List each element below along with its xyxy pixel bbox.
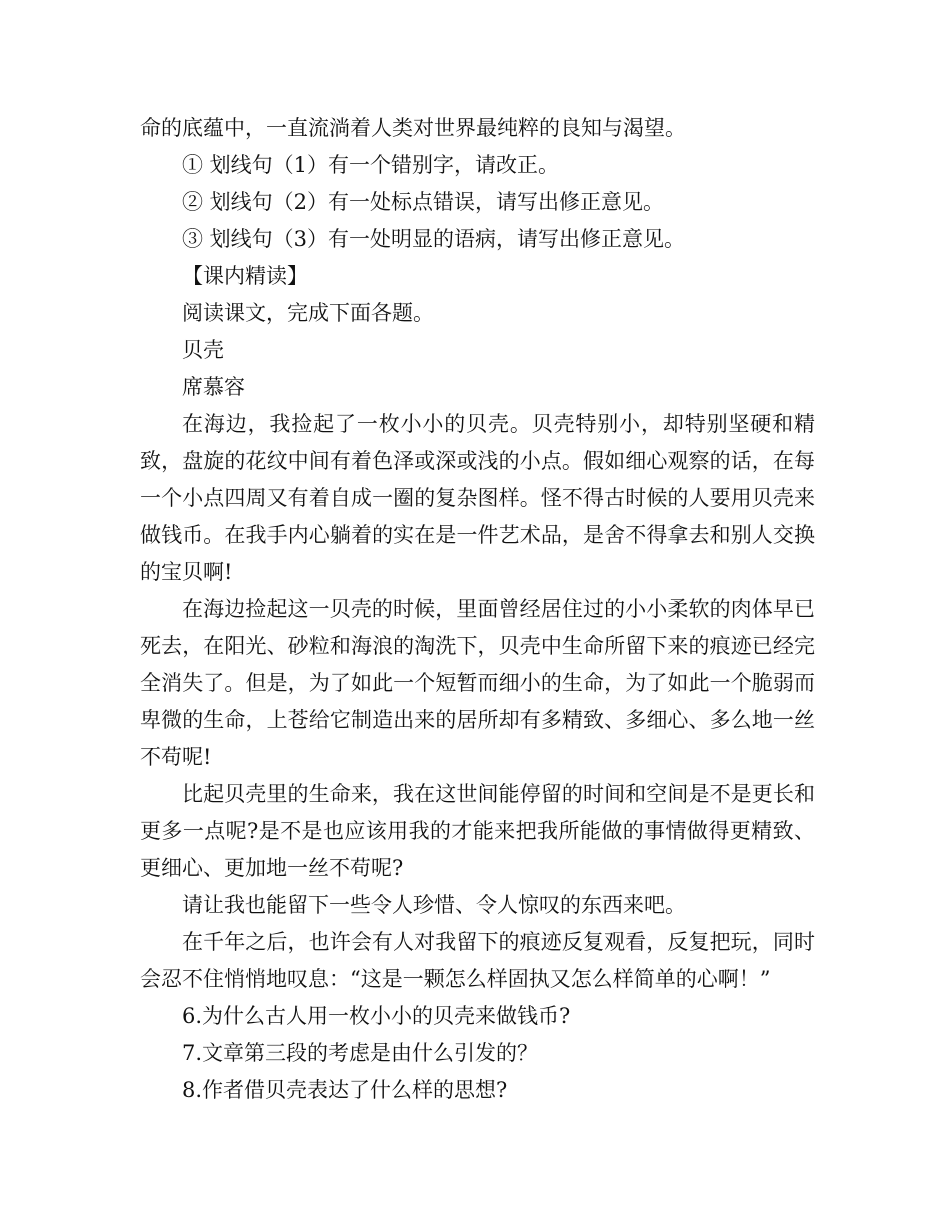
- sub-question-1: ① 划线句（1）有一个错别字，请改正。: [182, 153, 560, 177]
- continuation-line: 命的底蕴中，一直流淌着人类对世界最纯粹的良知与渴望。: [140, 116, 686, 140]
- sub-question-2: ② 划线句（2）有一处标点错误，请写出修正意见。: [182, 190, 665, 214]
- article-author: 席慕容: [182, 375, 245, 399]
- sub-question-3: ③ 划线句（3）有一处明显的语病，请写出修正意见。: [182, 227, 686, 251]
- document-page: [140, 110, 815, 1109]
- article-paragraph: 在千年之后，也许会有人对我留下的痕迹反复观看，反复把玩，同时会忍不住悄悄地叹息：“这是一颗怎么样固执又怎么样简单的心啊！”: [140, 930, 815, 991]
- article-paragraph: 在海边，我捡起了一枚小小的贝壳。贝壳特别小，却特别坚硬和精致，盘旋的花纹中间有着色泽或深或浅的小点。假如细心观察的话，在每一个小点四周又有着自成一圈的复杂图样。怪不得古时候的人要用贝壳来做钱币。在我手内心躺着的实在是一件艺术品，是舍不得拿去和别人交换的宝贝啊!: [140, 412, 815, 584]
- article-paragraph: 请让我也能留下一些令人珍惜、令人惊叹的东西来吧。: [182, 893, 686, 917]
- instruction: 阅读课文，完成下面各题。: [182, 301, 434, 325]
- question-8: 8.作者借贝壳表达了什么样的思想?: [182, 1078, 508, 1102]
- article-paragraph: 在海边捡起这一贝壳的时候，里面曾经居住过的小小柔软的肉体早已死去，在阳光、砂粒和海浪的淘洗下，贝壳中生命所留下来的痕迹已经完全消失了。但是，为了如此一个短暂而细小的生命，为了如此一个脆弱而卑微的生命，上苍给它制造出来的居所却有多精致、多细心、多么地一丝不苟呢!: [140, 597, 815, 769]
- question-6: 6.为什么古人用一枚小小的贝壳来做钱币?: [182, 1004, 571, 1028]
- section-heading: 【课内精读】: [182, 264, 308, 288]
- article-paragraph: 比起贝壳里的生命来，我在这世间能停留的时间和空间是不是更长和更多一点呢?是不是也应该用我的才能来把我所能做的事情做得更精致、更细心、更加地一丝不苟呢?: [140, 782, 815, 880]
- article-title: 贝壳: [182, 338, 224, 362]
- question-7: 7.文章第三段的考虑是由什么引发的？: [182, 1041, 539, 1065]
